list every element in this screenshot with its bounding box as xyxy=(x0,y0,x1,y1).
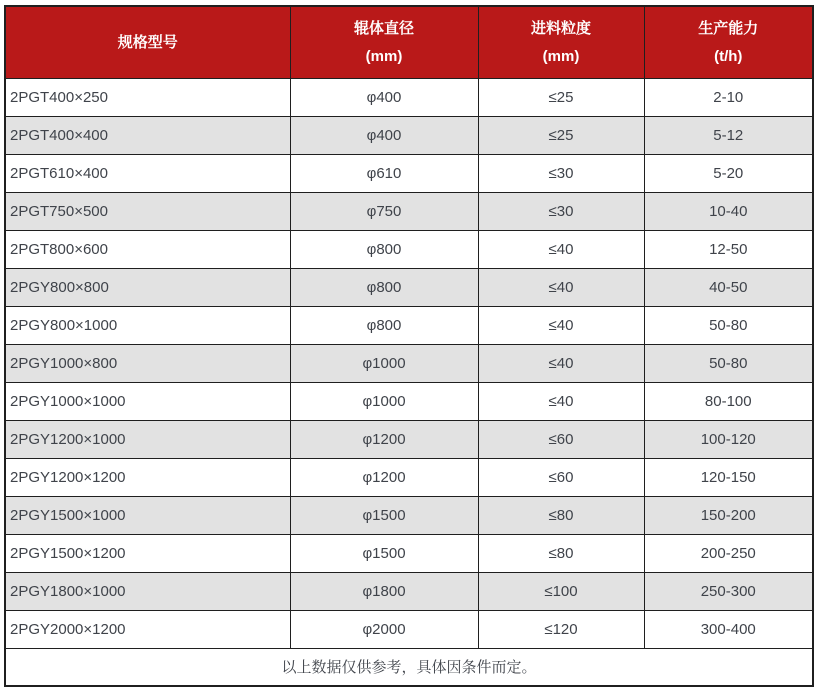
cell-roller-diameter: φ2000 xyxy=(290,610,478,648)
cell-feed-size: ≤40 xyxy=(478,306,644,344)
cell-feed-size: ≤40 xyxy=(478,268,644,306)
cell-capacity: 200-250 xyxy=(644,534,813,572)
cell-capacity: 5-12 xyxy=(644,116,813,154)
cell-model: 2PGY1500×1000 xyxy=(5,496,290,534)
cell-roller-diameter: φ800 xyxy=(290,306,478,344)
cell-roller-diameter: φ1200 xyxy=(290,420,478,458)
cell-roller-diameter: φ1000 xyxy=(290,382,478,420)
cell-capacity: 40-50 xyxy=(644,268,813,306)
cell-feed-size: ≤120 xyxy=(478,610,644,648)
cell-model: 2PGY1500×1200 xyxy=(5,534,290,572)
header-row xyxy=(5,6,813,78)
cell-feed-size: ≤40 xyxy=(478,382,644,420)
table-row xyxy=(5,230,813,268)
cell-feed-size: ≤25 xyxy=(478,78,644,116)
table-row xyxy=(5,78,813,116)
cell-feed-size: ≤60 xyxy=(478,458,644,496)
table-row xyxy=(5,116,813,154)
cell-capacity: 50-80 xyxy=(644,306,813,344)
cell-roller-diameter: φ1200 xyxy=(290,458,478,496)
col-header-capacity xyxy=(644,6,813,78)
cell-capacity: 120-150 xyxy=(644,458,813,496)
cell-model: 2PGY800×1000 xyxy=(5,306,290,344)
table-row xyxy=(5,154,813,192)
cell-feed-size: ≤30 xyxy=(478,192,644,230)
table-row xyxy=(5,610,813,648)
col-header-feed-size-label: 进料粒度 xyxy=(530,19,591,37)
col-header-feed-size xyxy=(478,6,644,78)
table-row xyxy=(5,192,813,230)
spec-table xyxy=(4,5,814,687)
cell-model: 2PGY800×800 xyxy=(5,268,290,306)
cell-roller-diameter: φ800 xyxy=(290,268,478,306)
table-row xyxy=(5,534,813,572)
cell-roller-diameter: φ750 xyxy=(290,192,478,230)
cell-feed-size: ≤40 xyxy=(478,344,644,382)
table-row xyxy=(5,268,813,306)
cell-capacity: 12-50 xyxy=(644,230,813,268)
cell-model: 2PGT800×600 xyxy=(5,230,290,268)
cell-feed-size: ≤25 xyxy=(478,116,644,154)
cell-capacity: 5-20 xyxy=(644,154,813,192)
cell-roller-diameter: φ800 xyxy=(290,230,478,268)
cell-capacity: 50-80 xyxy=(644,344,813,382)
cell-capacity: 2-10 xyxy=(644,78,813,116)
cell-capacity: 80-100 xyxy=(644,382,813,420)
cell-model: 2PGY1800×1000 xyxy=(5,572,290,610)
cell-feed-size: ≤100 xyxy=(478,572,644,610)
col-header-roller-diameter-unit: (mm) xyxy=(365,47,403,65)
table-row xyxy=(5,344,813,382)
col-header-model xyxy=(5,6,290,78)
cell-model: 2PGT610×400 xyxy=(5,154,290,192)
footnote-row xyxy=(5,648,813,686)
cell-model: 2PGT750×500 xyxy=(5,192,290,230)
cell-roller-diameter: φ1500 xyxy=(290,496,478,534)
table-row xyxy=(5,382,813,420)
table-row xyxy=(5,420,813,458)
col-header-capacity-unit: (t/h) xyxy=(714,47,743,65)
cell-capacity: 10-40 xyxy=(644,192,813,230)
cell-capacity: 100-120 xyxy=(644,420,813,458)
cell-model: 2PGY1200×1200 xyxy=(5,458,290,496)
cell-roller-diameter: φ400 xyxy=(290,78,478,116)
cell-roller-diameter: φ1800 xyxy=(290,572,478,610)
col-header-feed-size-unit: (mm) xyxy=(542,47,580,65)
cell-feed-size: ≤80 xyxy=(478,496,644,534)
col-header-capacity-label: 生产能力 xyxy=(698,19,759,37)
cell-model: 2PGY1000×1000 xyxy=(5,382,290,420)
cell-roller-diameter: φ1500 xyxy=(290,534,478,572)
cell-roller-diameter: φ400 xyxy=(290,116,478,154)
cell-roller-diameter: φ1000 xyxy=(290,344,478,382)
table-row xyxy=(5,572,813,610)
cell-model: 2PGY1200×1000 xyxy=(5,420,290,458)
col-header-model-label: 规格型号 xyxy=(117,33,178,51)
cell-capacity: 300-400 xyxy=(644,610,813,648)
col-header-roller-diameter-label: 辊体直径 xyxy=(353,19,414,37)
col-header-roller-diameter xyxy=(290,6,478,78)
cell-capacity: 250-300 xyxy=(644,572,813,610)
cell-roller-diameter: φ610 xyxy=(290,154,478,192)
cell-feed-size: ≤40 xyxy=(478,230,644,268)
table-body xyxy=(5,78,813,648)
cell-feed-size: ≤80 xyxy=(478,534,644,572)
cell-model: 2PGY1000×800 xyxy=(5,344,290,382)
cell-capacity: 150-200 xyxy=(644,496,813,534)
cell-model: 2PGT400×250 xyxy=(5,78,290,116)
table-footnote: 以上数据仅供参考，具体因条件而定。 xyxy=(5,648,813,686)
table-row xyxy=(5,306,813,344)
table-row xyxy=(5,458,813,496)
cell-feed-size: ≤30 xyxy=(478,154,644,192)
cell-model: 2PGY2000×1200 xyxy=(5,610,290,648)
cell-feed-size: ≤60 xyxy=(478,420,644,458)
table-row xyxy=(5,496,813,534)
cell-model: 2PGT400×400 xyxy=(5,116,290,154)
